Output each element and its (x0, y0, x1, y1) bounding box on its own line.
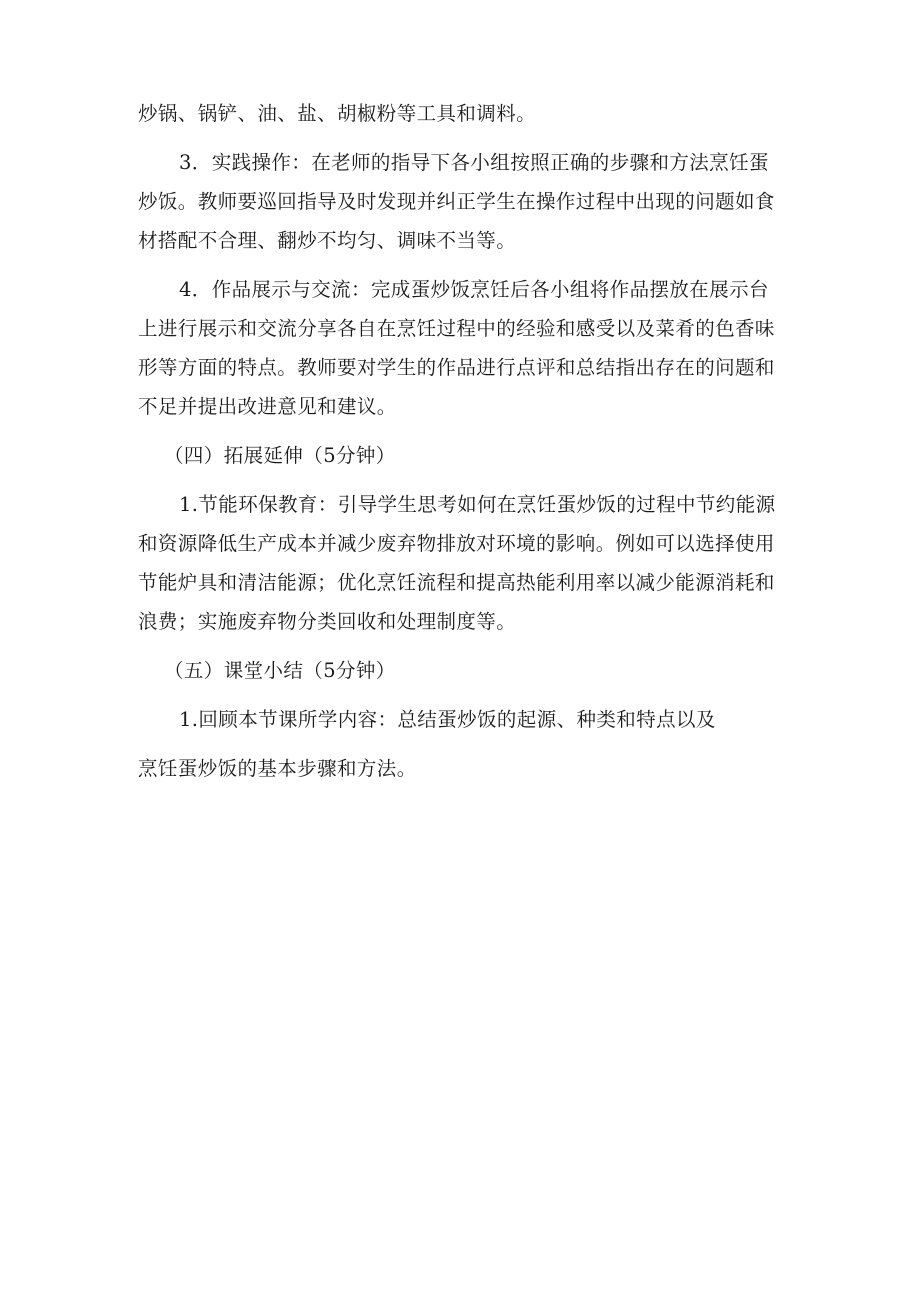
text-line: 1.节能环保教育：引导学生思考如何在烹饪蛋炒饭的过程中节约能源 (179, 493, 776, 516)
text-line: 3．实践操作：在老师的指导下各小组按照正确的步骤和方法烹饪蛋 (179, 151, 769, 174)
section-heading-summary (138, 651, 784, 690)
paragraph-review (138, 700, 784, 739)
text-line: 4．作品展示与交流：完成蛋炒饭烹饪后各小组将作品摆放在展示台 (179, 278, 769, 301)
text-line: 烹饪蛋炒饭的基本步骤和方法。 (138, 757, 417, 780)
paragraph-tools-list (138, 94, 784, 133)
text-line: 和资源降低生产成本并减少废弃物排放对环境的影响。例如可以选择使用 (138, 532, 775, 555)
text-line: 上进行展示和交流分享各自在烹饪过程中的经验和感受以及菜肴的色香味 (138, 317, 775, 340)
paragraph-practice-operation (138, 143, 784, 260)
text-line: 节能炉具和清洁能源；优化烹饪流程和提高热能利用率以减少能源消耗和 (138, 571, 775, 594)
paragraph-work-display (138, 270, 784, 426)
text-line: （五）课堂小结（5分钟） (164, 659, 396, 682)
paragraph-energy-education (138, 485, 784, 641)
paragraph-review-continued (138, 749, 784, 788)
text-line: 形等方面的特点。教师要对学生的作品进行点评和总结指出存在的问题和 (138, 356, 775, 379)
text-line: 炒锅、锅铲、油、盐、胡椒粉等工具和调料。 (138, 102, 537, 125)
text-line: 材搭配不合理、翻炒不均匀、调味不当等。 (138, 229, 517, 252)
text-line: 浪费；实施废弃物分类回收和处理制度等。 (138, 610, 517, 633)
section-heading-extension (138, 436, 784, 475)
text-line: 炒饭。教师要巡回指导及时发现并纠正学生在操作过程中出现的问题如食 (138, 190, 775, 213)
text-line: 1.回顾本节课所学内容：总结蛋炒饭的起源、种类和特点以及 (179, 708, 716, 731)
text-line: （四）拓展延伸（5分钟） (164, 444, 396, 467)
text-line: 不足并提出改进意见和建议。 (138, 395, 397, 418)
document-body (138, 94, 784, 798)
